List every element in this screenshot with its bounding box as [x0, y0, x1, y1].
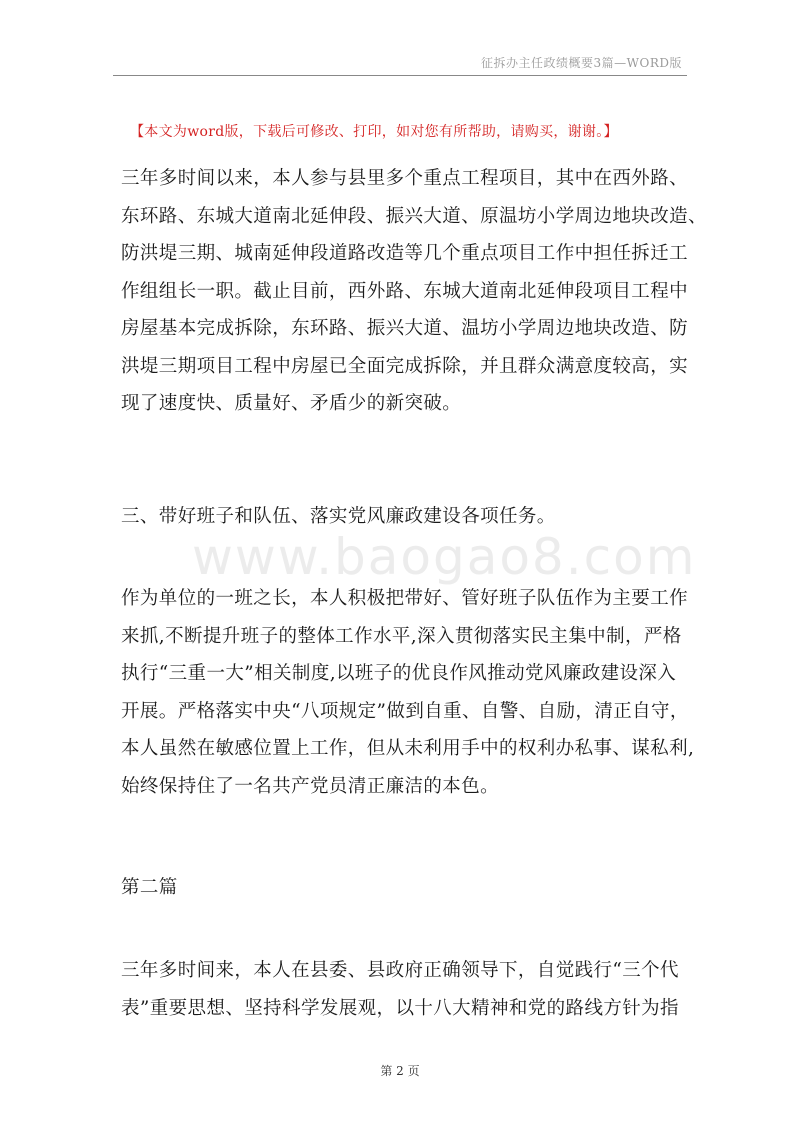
- text-line: 三年多时间来，本人在县委、县政府正确领导下，自觉践行“三个代: [121, 960, 679, 981]
- text-line: 东环路、东城大道南北延伸段、振兴大道、原温坊小学周边地块改造、: [121, 205, 707, 227]
- watermark: www.baogao8.com: [192, 528, 697, 586]
- text-line: 现了速度快、质量好、矛盾少的新突破。: [121, 393, 462, 414]
- text-line: 三年多时间以来，本人参与县里多个重点工程项目，其中在西外路、: [121, 168, 689, 189]
- text-line: 洪堤三期项目工程中房屋已全面完成拆除，并且群众满意度较高，实: [121, 355, 689, 377]
- text-line: 作为单位的一班之长，本人积极把带好、管好班子队伍作为主要工作: [121, 588, 689, 609]
- heading-line: 第二篇: [121, 877, 178, 898]
- text-line: 本人虽然在敏感位置上工作，但从未利用手中的权利办私事、谋私利,: [121, 738, 695, 759]
- text-line: 开展。严格落实中央“八项规定”做到自重、自警、自励，清正自守，: [121, 700, 689, 722]
- text-line: 防洪堤三期、城南延伸段道路改造等几个重点项目工作中担任拆迁工: [121, 243, 689, 264]
- chapter-heading: [121, 869, 693, 907]
- paragraph-second-article: [121, 952, 693, 1027]
- download-notice: 【本文为word版，下载后可修改、打印，如对您有所帮助，请购买，谢谢。】: [130, 124, 618, 140]
- section-heading-3: [121, 498, 693, 536]
- page-number: 第 2 页: [380, 1064, 420, 1078]
- text-line: 表”重要思想、坚持科学发展观，以十八大精神和党的路线方针为指: [121, 997, 679, 1019]
- text-line: 作组组长一职。截止目前，西外路、东城大道南北延伸段项目工程中: [121, 280, 689, 302]
- text-line: 始终保持住了一名共产党员清正廉洁的本色。: [121, 775, 500, 797]
- running-header: 征拆办主任政绩概要3篇—WORD版: [481, 56, 682, 70]
- header-divider: [113, 75, 687, 76]
- paragraph-team-leadership: [121, 580, 693, 805]
- text-line: 房屋基本完成拆除，东环路、振兴大道、温坊小学周边地块改造、防: [121, 318, 689, 339]
- text-line: 来抓,不断提升班子的整体工作水平,深入贯彻落实民主集中制，严格: [121, 625, 682, 647]
- heading-line: 三、带好班子和队伍、落实党风廉政建设各项任务。: [121, 506, 556, 527]
- text-line: 执行“三重一大”相关制度,以班子的优良作风推动党风廉政建设深入: [121, 663, 677, 684]
- paragraph-demolition-work: [121, 160, 707, 423]
